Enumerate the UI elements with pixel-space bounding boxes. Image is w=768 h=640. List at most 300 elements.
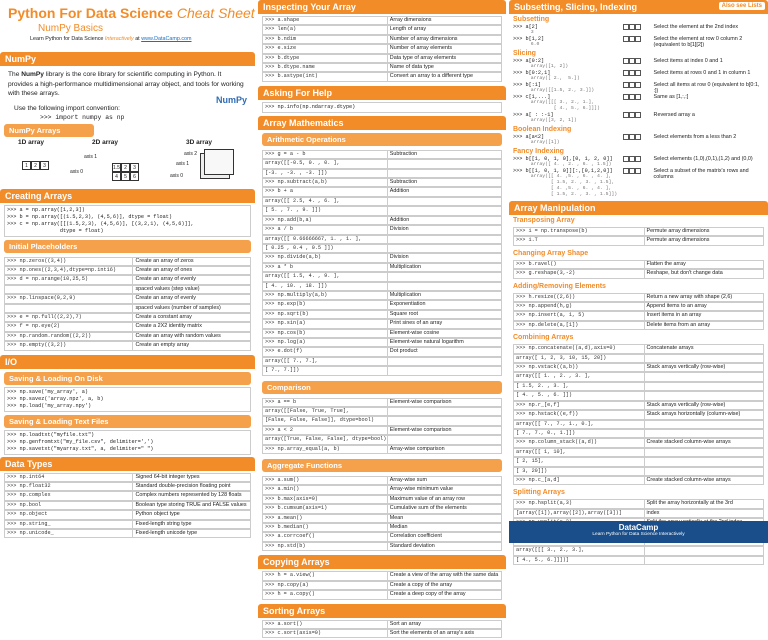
- desc-cell: Stack arrays vertically (row-wise): [644, 401, 764, 410]
- copying-rows: [258, 569, 506, 601]
- desc-cell: [644, 457, 764, 466]
- desc-cell: [387, 235, 502, 244]
- subsection-label: Combining Arrays: [509, 332, 768, 342]
- table-row: [262, 407, 502, 416]
- code-cell: >>> b.astype(int): [262, 72, 387, 81]
- table-row: [4, 294, 251, 303]
- code-cell: array([[ 1.5, 4. , 9. ],: [262, 272, 387, 281]
- desc-cell: Concatenate arrays: [644, 344, 764, 353]
- code-line: >>> b = np.array([(1.5,2,3), (4,5,6)], dtype = float): [7, 214, 248, 221]
- table-row: [262, 523, 502, 532]
- subsection-label: Subsetting: [509, 14, 768, 24]
- column-middle: [258, 0, 506, 543]
- code-cell: >>> b.max(axis=0): [262, 495, 387, 504]
- grid-cell: [635, 168, 641, 174]
- code-cell: [ 5. , 7. , 9. ]]): [262, 206, 387, 215]
- code-cell: >>> e.dot(f): [262, 347, 387, 356]
- table-row: [513, 344, 764, 353]
- code-cell: [ 4., 5., 6.]]])]: [513, 556, 644, 565]
- code-cell: [ 2, 15],: [513, 457, 644, 466]
- label-2d: 2D array: [92, 139, 118, 146]
- code-cell: >>> b[[1, 0, 1, 0]][:,[0,1,2,0]]: [513, 168, 623, 174]
- code-cell: >>> a[a<2]: [513, 134, 623, 140]
- list-item: [509, 168, 768, 198]
- table-row: [262, 44, 502, 53]
- code-cell: >>> a / b: [262, 225, 387, 234]
- code-cell: >>> np.object: [4, 510, 132, 519]
- desc-cell: Select items at index 0 and 1: [654, 58, 764, 70]
- output-cell: 3: [513, 30, 623, 36]
- code-cell: >>> np.zeros((3,4)): [4, 257, 132, 266]
- code-cell: array([[ 2.5, 4. , 6. ],: [262, 197, 387, 206]
- table-row: [262, 329, 502, 338]
- subsetting-items: [509, 14, 768, 198]
- disk-code: [4, 387, 251, 412]
- grid-diagram: [623, 58, 653, 70]
- code-cell: >>> len(a): [262, 25, 387, 34]
- datacamp-link[interactable]: www.DataCamp.com: [141, 36, 191, 42]
- desc-cell: [387, 416, 502, 425]
- desc-cell: Select all items at row 0 (equivalent to b[0:1, :]): [654, 82, 764, 94]
- desc-cell: Complex numbers represented by 128 floats: [132, 491, 251, 500]
- code-cell: >>> np.add(b,a): [262, 216, 387, 225]
- table-row: [513, 354, 764, 363]
- desc-cell: Standard deviation: [387, 542, 502, 551]
- table-row: [262, 310, 502, 319]
- code-cell: array([ 1, 2, 3, 10, 15, 20]): [513, 354, 644, 363]
- table-row: [262, 300, 502, 309]
- code-cell: [ 7., 7.]]): [262, 366, 387, 375]
- desc-cell: Array dimensions: [387, 16, 502, 25]
- code-cell: [4, 304, 132, 313]
- desc-cell: Reshape, but don't change data: [644, 269, 764, 278]
- table-row: [513, 429, 764, 438]
- desc-cell: [387, 206, 502, 215]
- code-cell: >>> np.complex: [4, 491, 132, 500]
- desc-cell: Create an array of evenly: [132, 275, 251, 284]
- desc-cell: Create an array with random values: [132, 332, 251, 341]
- code-line: >>> np.load('my_array.npy'): [7, 403, 248, 410]
- subsection-label: Fancy Indexing: [509, 146, 768, 156]
- code-cell: >>> np.r_[e,f]: [513, 401, 644, 410]
- disk-heading: Saving & Loading On Disk: [4, 372, 251, 385]
- table-row: [262, 571, 502, 580]
- column-left: [0, 0, 255, 543]
- grid-diagram: [623, 156, 653, 168]
- subsection-label: Splitting Arrays: [509, 487, 768, 497]
- subsection-label: Boolean Indexing: [509, 124, 768, 134]
- creating-arrays-heading: Creating Arrays: [0, 189, 255, 203]
- axis-label: axis 0: [70, 169, 83, 175]
- axis-label: axis 2: [184, 151, 197, 157]
- learn-at: at: [135, 36, 140, 42]
- cell-1d: 1: [22, 161, 31, 170]
- table-row: [262, 150, 502, 159]
- code-cell: >>> a[2]: [513, 24, 623, 30]
- code-cell: >>> np.column_stack((a,d)): [513, 438, 644, 447]
- copying-heading: Copying Arrays: [258, 555, 506, 569]
- numpy-arrays-diagram: [4, 139, 251, 187]
- table-row: [262, 35, 502, 44]
- desc-cell: Select elements (1,0),(0,1),(1,2) and (0,0): [654, 156, 764, 168]
- desc-cell: Division: [387, 225, 502, 234]
- table-row: [4, 266, 251, 275]
- desc-cell: [644, 382, 764, 391]
- code-cell: >>> a < 2: [262, 426, 387, 435]
- table-row: [513, 448, 764, 457]
- code-cell: >>> np.exp(b): [262, 300, 387, 309]
- code-cell: >>> np.copy(a): [262, 581, 387, 590]
- table-row: [262, 542, 502, 551]
- grid-cell: [635, 70, 641, 76]
- code-cell: >>> b.dtype.name: [262, 63, 387, 72]
- list-item: [509, 94, 768, 112]
- code-cell: [-3. , -3. , -3. ]]): [262, 169, 387, 178]
- desc-cell: Length of array: [387, 25, 502, 34]
- grid-diagram: [623, 36, 653, 48]
- table-row: [262, 178, 502, 187]
- code-cell: >>> h = a.copy(): [262, 590, 387, 599]
- desc-cell: [644, 429, 764, 438]
- output-cell: array([[ 4. ,5. , 6. , 4. ], [ 1.5, 2. , 3. , 1.5], [ 4. ,5. , 6. , 4. ], [ 1.5, 2. , 3. , 1.5]]): [513, 174, 623, 198]
- list-item: [509, 156, 768, 168]
- table-row: [4, 332, 251, 341]
- table-row: [513, 236, 764, 245]
- code-line: dtype = float): [7, 228, 248, 235]
- aggregate-rows: [258, 474, 506, 553]
- list-item: [509, 112, 768, 124]
- code-cell: >>> np.random.random((2,2)): [4, 332, 132, 341]
- table-row: [262, 272, 502, 281]
- desc-cell: Number of array dimensions: [387, 35, 502, 44]
- desc-cell: [644, 372, 764, 381]
- output-cell: array([ 4. , 2. , 6. , 1.5]): [513, 162, 623, 168]
- grid-diagram: [623, 24, 653, 36]
- desc-cell: spaced values (step value): [132, 285, 251, 294]
- grid-cell: [635, 24, 641, 30]
- code-cell: [ 3, 20]]): [513, 467, 644, 476]
- desc-cell: Stack arrays vertically (row-wise): [644, 363, 764, 372]
- code-cell: >>> np.c_[a,d]: [513, 476, 644, 485]
- desc-cell: Print sines of an array: [387, 319, 502, 328]
- output-cell: array([3, 2, 1]): [513, 118, 623, 124]
- table-row: [262, 532, 502, 541]
- table-row: [262, 426, 502, 435]
- manipulation-rows: [509, 291, 768, 333]
- code-cell: >>> np.float32: [4, 482, 132, 491]
- grid-cell: [635, 58, 641, 64]
- code-cell: >>> a.shape: [262, 16, 387, 25]
- desc-cell: Create an empty array: [132, 341, 251, 350]
- code-cell: >>> np.hsplit(a,3): [513, 499, 644, 508]
- code-cell: >>> c[1,...]: [513, 94, 623, 100]
- desc-cell: Correlation coefficient: [387, 532, 502, 541]
- desc-cell: Addition: [387, 187, 502, 196]
- cell-2d: 3: [130, 163, 139, 172]
- desc-cell: Python object type: [132, 510, 251, 519]
- desc-cell: Multiplication: [387, 263, 502, 272]
- desc-cell: [387, 282, 502, 291]
- code-cell: >>> e.size: [262, 44, 387, 53]
- code-cell: >>> np.empty((3,2)): [4, 341, 132, 350]
- table-row: [4, 510, 251, 519]
- desc-cell: Mean: [387, 514, 502, 523]
- code-block: [513, 112, 623, 124]
- code-cell: >>> np.multiply(a,b): [262, 291, 387, 300]
- desc-cell: [644, 354, 764, 363]
- table-row: [262, 416, 502, 425]
- grid-cell: [635, 94, 641, 100]
- arith-rows: [258, 148, 506, 378]
- code-line: >>> c = np.array([[(1.5,2,3), (4,5,6)], [(3,2,1), (4,5,6)]],: [7, 221, 248, 228]
- title-em: Cheat Sheet: [177, 5, 255, 21]
- array-math-heading: Array Mathematics: [258, 116, 506, 130]
- code-cell: >>> np.int64: [4, 473, 132, 482]
- table-row: [513, 401, 764, 410]
- desc-cell: Fixed-length string type: [132, 520, 251, 529]
- table-row: [513, 556, 764, 565]
- also-see-lists-link[interactable]: Also see Lists: [719, 2, 765, 10]
- code-cell: [False, False, False]], dtype=bool): [262, 416, 387, 425]
- axis-label: axis 1: [176, 161, 189, 167]
- learn-line: [0, 34, 255, 42]
- desc-cell: [644, 556, 764, 565]
- code-cell: >>> np.bool: [4, 501, 132, 510]
- list-item: [509, 58, 768, 70]
- desc-cell: Flatten the array: [644, 260, 764, 269]
- code-cell: [4, 285, 132, 294]
- desc-cell: Select the element at the 2nd index: [654, 24, 764, 36]
- asking-help-heading: Asking For Help: [258, 86, 506, 100]
- code-cell: >>> a.sort(): [262, 620, 387, 629]
- desc-cell: Multiplication: [387, 291, 502, 300]
- label-1d: 1D array: [18, 139, 44, 146]
- table-row: [513, 476, 764, 485]
- table-row: [262, 435, 502, 444]
- code-cell: >>> a.corrcoef(): [262, 532, 387, 541]
- desc-cell: Select elements from a less than 2: [654, 134, 764, 146]
- page-title: [0, 0, 255, 21]
- desc-cell: Same as [1,:,:]: [654, 94, 764, 112]
- desc-cell: Create a constant array: [132, 313, 251, 322]
- code-cell: >>> b.ravel(): [513, 260, 644, 269]
- inspecting-rows: [258, 14, 506, 84]
- table-row: [262, 225, 502, 234]
- output-cell: 6.0: [513, 42, 623, 48]
- code-cell: >>> a[ : :-1]: [513, 112, 623, 118]
- table-row: [513, 293, 764, 302]
- desc-cell: [644, 391, 764, 400]
- code-cell: >>> a[0:2]: [513, 58, 623, 64]
- table-row: [513, 372, 764, 381]
- desc-cell: Number of array elements: [387, 44, 502, 53]
- code-cell: >>> np.delete(a,[1]): [513, 321, 644, 330]
- code-cell: >>> np.append(h,g): [513, 302, 644, 311]
- code-cell: >>> a.sum(): [262, 476, 387, 485]
- grid-cell: [635, 112, 641, 118]
- table-row: [262, 244, 502, 253]
- footer-tagline: Learn Python for Data Science Interactively: [509, 532, 768, 537]
- desc-cell: [387, 272, 502, 281]
- desc-cell: Create a deep copy of the array: [387, 590, 502, 599]
- output-cell: array([[1.5, 2., 3.]]): [513, 88, 623, 94]
- desc-cell: Append items to an array: [644, 302, 764, 311]
- table-row: [262, 319, 502, 328]
- manipulation-rows: [509, 258, 768, 281]
- code-cell: [ 1.5, 2. , 3. ],: [513, 382, 644, 391]
- desc-cell: Insert items in an array: [644, 311, 764, 320]
- list-item: [509, 24, 768, 36]
- code-line: >>> np.savetxt("myarray.txt", a, delimiter=" "): [7, 446, 248, 453]
- table-row: [513, 509, 764, 518]
- intro-pre: The: [8, 71, 19, 78]
- learn-em: Interactively: [105, 36, 134, 42]
- table-row: [4, 313, 251, 322]
- subsetting-heading: [509, 0, 768, 14]
- creating-arrays-section: [0, 189, 255, 353]
- cell-2d: 4: [112, 172, 121, 181]
- data-types-heading: Data Types: [0, 457, 255, 471]
- intro-bold: NumPy: [21, 71, 44, 78]
- list-item: [509, 82, 768, 94]
- code-cell: >>> np.array_equal(a, b): [262, 445, 387, 454]
- table-row: [262, 347, 502, 356]
- desc-cell: Create a 2X2 identity matrix: [132, 322, 251, 331]
- table-row: [262, 366, 502, 375]
- axis-label: axis 0: [170, 173, 183, 179]
- manipulation-rows: [509, 225, 768, 248]
- initial-placeholders-heading: Initial Placeholders: [4, 240, 251, 253]
- table-row: [262, 504, 502, 513]
- manipulation-groups: [509, 215, 768, 567]
- code-line: >>> np.savez('array.npz', a, b): [7, 396, 248, 403]
- code-cell: >>> np.cos(b): [262, 329, 387, 338]
- subsection-label: Changing Array Shape: [509, 248, 768, 258]
- inspecting-heading: Inspecting Your Array: [258, 0, 506, 14]
- desc-cell: Square root: [387, 310, 502, 319]
- code-cell: >>> a.min(): [262, 485, 387, 494]
- table-row: [262, 282, 502, 291]
- desc-cell: Element-wise cosine: [387, 329, 502, 338]
- desc-cell: Median: [387, 523, 502, 532]
- desc-cell: [387, 159, 502, 168]
- data-types-rows: [0, 471, 255, 541]
- code-cell: [ 4. , 10. , 18. ]]): [262, 282, 387, 291]
- cell-2d: 2: [121, 163, 130, 172]
- code-cell: [ 4. , 5. , 6. ]]): [513, 391, 644, 400]
- table-row: [4, 520, 251, 529]
- code-line: >>> a = np.array([1,2,3]): [7, 207, 248, 214]
- desc-cell: [387, 407, 502, 416]
- table-row: [262, 338, 502, 347]
- code-cell: >>> np.string_: [4, 520, 132, 529]
- table-row: [262, 485, 502, 494]
- desc-cell: Subtraction: [387, 178, 502, 187]
- desc-cell: Convert an array to a different type: [387, 72, 502, 81]
- code-cell: array([[ 7., 7.],: [262, 357, 387, 366]
- desc-cell: [644, 546, 764, 555]
- table-row: [4, 341, 251, 350]
- table-row: [262, 63, 502, 72]
- code-block: [513, 94, 623, 112]
- footer-brand[interactable]: DataCamp: [509, 523, 768, 532]
- desc-cell: Signed 64-bit integer types: [132, 473, 251, 482]
- code-cell: >>> np.sin(a): [262, 319, 387, 328]
- desc-cell: Create a view of the array with the same data: [387, 571, 502, 580]
- desc-cell: Division: [387, 253, 502, 262]
- code-cell: array([[ 1. , 2. , 3. ],: [513, 372, 644, 381]
- creating-arrays-code: [4, 205, 251, 237]
- table-row: [4, 501, 251, 510]
- code-cell: >>> np.subtract(a,b): [262, 178, 387, 187]
- code-cell: >>> b + a: [262, 187, 387, 196]
- cell-2d: 1.5: [112, 163, 121, 172]
- desc-cell: spaced values (number of samples): [132, 304, 251, 313]
- table-row: [4, 285, 251, 294]
- desc-cell: index: [644, 509, 764, 518]
- table-row: [513, 467, 764, 476]
- desc-cell: Return a new array with shape (2,6): [644, 293, 764, 302]
- table-row: [262, 291, 502, 300]
- code-cell: >>> np.insert(a, 1, 5): [513, 311, 644, 320]
- desc-cell: Sort an array: [387, 620, 502, 629]
- code-cell: array([[ 7., 7., 1., 0.],: [513, 420, 644, 429]
- list-item: [509, 36, 768, 48]
- grid-cell: [635, 156, 641, 162]
- desc-cell: Reversed array a: [654, 112, 764, 124]
- comparison-rows: [258, 396, 506, 456]
- grid-diagram: [623, 94, 653, 112]
- numpy-logo: NumPy: [216, 95, 247, 105]
- desc-cell: [644, 448, 764, 457]
- grid-diagram: [623, 82, 653, 94]
- code-cell: [ 7., 7., 0., 1.]]): [513, 429, 644, 438]
- code-block: [513, 82, 623, 94]
- desc-cell: Dot product: [387, 347, 502, 356]
- table-row: [4, 482, 251, 491]
- subsection-label: Adding/Removing Elements: [509, 281, 768, 291]
- desc-cell: Exponentiation: [387, 300, 502, 309]
- table-row: [262, 216, 502, 225]
- subsetting-heading-text: Subsetting, Slicing, Indexing: [514, 2, 637, 12]
- table-row: [513, 227, 764, 236]
- table-row: [262, 206, 502, 215]
- table-row: [513, 302, 764, 311]
- code-line: >>> np.genfromtxt("my_file.csv", delimiter=','): [7, 439, 248, 446]
- table-row: [4, 322, 251, 331]
- learn-text: Learn Python for Data Science: [30, 36, 103, 42]
- table-row: [513, 269, 764, 278]
- table-row: [513, 457, 764, 466]
- output-cell: array([1]): [513, 140, 623, 146]
- code-cell: >>> f = np.eye(2): [4, 322, 132, 331]
- table-row: [262, 263, 502, 272]
- table-row: [4, 491, 251, 500]
- sorting-heading: Sorting Arrays: [258, 604, 506, 618]
- table-row: [513, 382, 764, 391]
- code-cell: >>> b.ndim: [262, 35, 387, 44]
- table-row: [4, 257, 251, 266]
- table-row: [262, 445, 502, 454]
- cell-1d: 3: [40, 161, 49, 170]
- title-main: Python For Data Science: [8, 5, 173, 21]
- table-row: [4, 473, 251, 482]
- table-row: [4, 304, 251, 313]
- text-files-code: [4, 430, 251, 455]
- grid-cell: [635, 36, 641, 42]
- table-row: [262, 495, 502, 504]
- io-section: [0, 355, 255, 455]
